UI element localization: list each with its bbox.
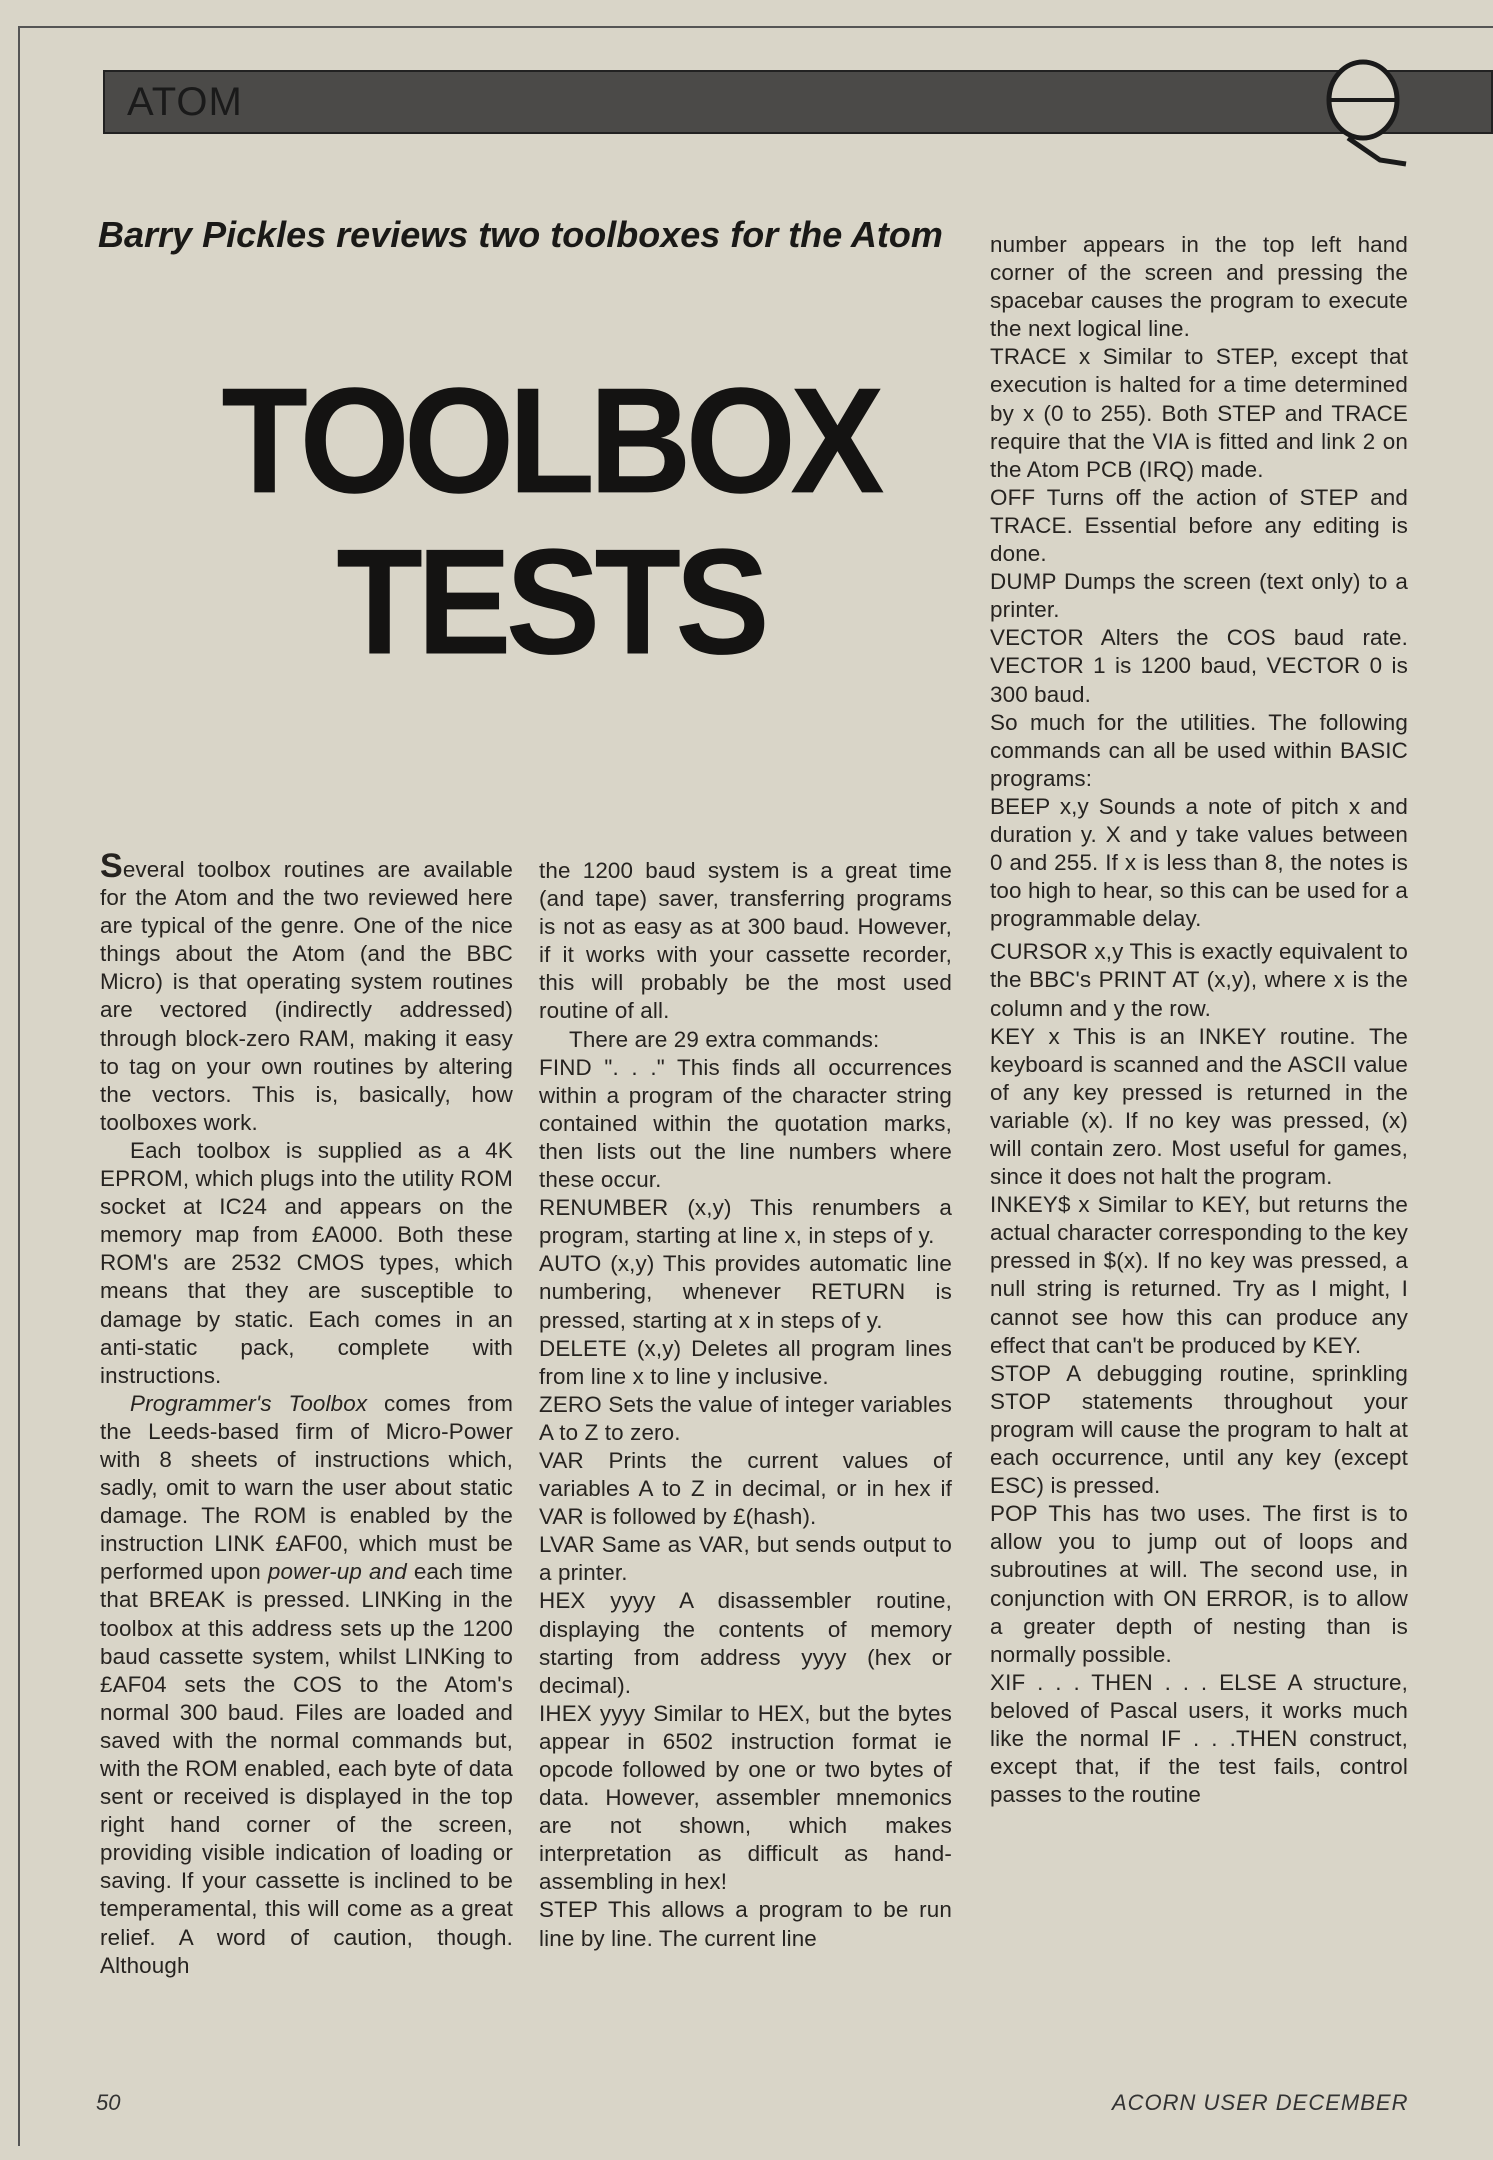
command-entry: STEP This allows a program to be run line by line. The current line [539, 1897, 952, 1951]
command-entry: RENUMBER (x,y) This renumbers a program, starting at line x, in steps of y. [539, 1195, 952, 1249]
column-1 [100, 847, 513, 1980]
command-entry: number appears in the top left hand corner of the screen and pressing the spacebar causes the program to execute the next logical line. [990, 232, 1408, 342]
section-header-bar [103, 70, 1493, 134]
command-entry: LVAR Same as VAR, but sends output to a printer. [539, 1532, 952, 1586]
command-entry: POP This has two uses. The first is to allow you to jump out of loops and subroutines at will. The second use, in conjunction with ON ERROR, is to allow a greater depth of nesting than is normally possible. [990, 1501, 1408, 1667]
section-label: ATOM [127, 80, 243, 124]
paragraph: Each toolbox is supplied as a 4K EPROM, which plugs into the utility ROM socket at IC24 and appears on the memory map from £A000. Both these ROM's are 2532 CMOS types, which means that they are susceptible to damage by static. Each comes in an anti-static pack, complete with instructions. [100, 1137, 513, 1388]
command-entry: KEY x This is an INKEY routine. The keyboard is scanned and the ASCII value of any key pressed is returned in the variable (x). If no key was pressed, (x) will contain zero. Most useful for games, since it does not halt the program. [990, 1023, 1408, 1190]
command-entry: VAR Prints the current values of variables A to Z in decimal, or in hex if VAR is followed by £(hash). [539, 1447, 952, 1530]
command-entry: STOP A debugging routine, sprinkling STOP statements throughout your program will cause the program to halt at each occurrence, until any key (except ESC) is pressed. [990, 1360, 1408, 1499]
command-entry: VECTOR Alters the COS baud rate. VECTOR 1 is 1200 baud, VECTOR 0 is 300 baud. [990, 625, 1408, 707]
command-entry: BEEP x,y Sounds a note of pitch x and duration y. X and y take values between 0 and 255. If x is less than 8, the notes is too high to hear, so this can be used for a programmable delay. [990, 793, 1408, 932]
drop-cap: S [100, 847, 123, 885]
paragraph: Several toolbox routines are available for the Atom and the two reviewed here are typical of the genre. One of the nice things about the Atom (and the BBC Micro) is that operating system routines are vectored (indirectly addressed) through block-zero RAM, making it easy to tag on your own routines by altering the vectors. This is, basically, how toolboxes work. [100, 847, 513, 1135]
command-entry: XIF . . . THEN . . . ELSE A structure, beloved of Pascal users, it works much like the normal IF . . .THEN construct, except that, if the test fails, control passes to the routine [990, 1669, 1408, 1808]
title-line-2: TESTS [336, 517, 764, 687]
command-entry: IHEX yyyy Similar to HEX, but the bytes appear in 6502 instruction format ie opcode followed by one or two bytes of data. However, assembler mnemonics are not shown, which makes interpretation as difficult as hand-assembling in hex! [539, 1700, 952, 1895]
article-title [160, 356, 940, 687]
article-byline: Barry Pickles reviews two toolboxes for the Atom [98, 214, 943, 255]
magazine-footer: ACORN USER DECEMBER [1112, 2090, 1409, 2115]
command-entry: FIND ". . ." This finds all occurrences within a program of the character string contained within the quotation marks, then lists out the line numbers where these occur. [539, 1054, 952, 1193]
command-entry: AUTO (x,y) This provides automatic line numbering, whenever RETURN is pressed, starting at x in steps of y. [539, 1251, 952, 1333]
command-entry: DUMP Dumps the screen (text only) to a printer. [990, 569, 1408, 623]
page-number: 50 [96, 2090, 121, 2115]
command-entry: OFF Turns off the action of STEP and TRACE. Essential before any editing is done. [990, 484, 1408, 567]
title-line-1: TOOLBOX [221, 356, 879, 526]
paragraph: Programmer's Toolbox comes from the Leeds-based firm of Micro-Power with 8 sheets of instructions which, sadly, omit to warn the user about static damage. The ROM is enabled by the instruction LINK £AF00, which must be performed upon power-up and each time that BREAK is pressed. LINKing in the toolbox at this address sets up the 1200 baud cassette system, whilst LINKing to £AF04 sets the COS to the Atom's normal 300 baud. Files are loaded and saved with the normal commands but, with the ROM enabled, each byte of data sent or received is displayed in the top right hand corner of the screen, providing visible indication of loading or saving. If your cassette is inclined to be temperamental, this will come as a great relief. A word of caution, though. Although [100, 1390, 513, 1978]
command-entry: ZERO Sets the value of integer variables A to Z to zero. [539, 1391, 952, 1445]
command-entry: HEX yyyy A disassembler routine, displaying the contents of memory starting from address yyyy (hex or decimal). [539, 1588, 952, 1698]
column-3 [990, 231, 1408, 1809]
command-entry: So much for the utilities. The following commands can all be used within BASIC programs: [990, 709, 1408, 791]
command-entry: DELETE (x,y) Deletes all program lines from line x to line y inclusive. [539, 1335, 952, 1389]
column-2 [539, 857, 952, 1953]
command-entry: CURSOR x,y This is exactly equivalent to the BBC's PRINT AT (x,y), where x is the column and y the row. [990, 939, 1408, 1021]
q-logo-icon [1318, 56, 1408, 174]
command-entry: TRACE x Similar to STEP, except that execution is halted for a time determined by x (0 to 255). Both STEP and TRACE require that the VIA is fitted and link 2 on the Atom PCB (IRQ) made. [990, 344, 1408, 482]
paragraph: There are 29 extra commands: [569, 1026, 880, 1052]
paragraph: the 1200 baud system is a great time (and tape) saver, transferring programs is not as easy as at 300 baud. However, if it works with your cassette recorder, this will probably be the most used routine of all. [539, 858, 952, 1024]
command-entry: INKEY$ x Similar to KEY, but returns the actual character corresponding to the key pressed in $(x). If no key was pressed, a null string is returned. Try as I might, I cannot see how this can produce any effect that can't be produced by KEY. [990, 1192, 1408, 1358]
